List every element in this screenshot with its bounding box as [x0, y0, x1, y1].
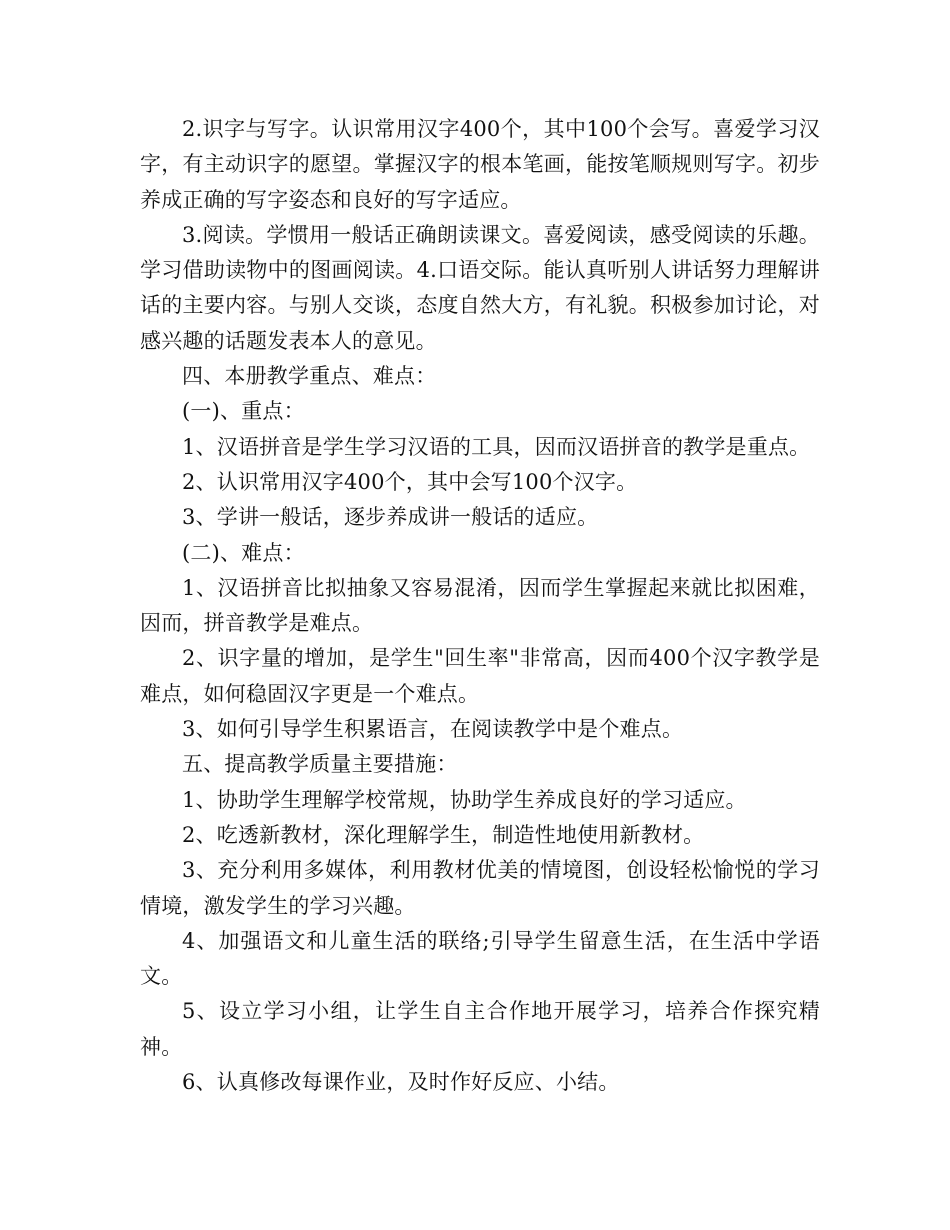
document-body: [140, 112, 820, 1100]
difficult-point-item: 3、如何引导学生积累语言，在阅读教学中是个难点。: [182, 717, 684, 742]
subheading-key-points: (一)、重点：: [182, 399, 305, 424]
measure-item: 3、充分利用多媒体，利用教材优美的情境图，创设轻松愉悦的学习情境，激发学生的学习兴趣。: [140, 858, 820, 918]
section-heading-quality-measures: 五、提高教学质量主要措施：: [182, 752, 458, 777]
measure-item: 1、协助学生理解学校常规，协助学生养成良好的学习适应。: [182, 787, 747, 812]
subheading-difficult-points: (二)、难点：: [182, 540, 305, 565]
difficult-point-item: 2、识字量的增加，是学生"回生率"非常高，因而400个汉字教学是难点，如何稳固汉字更是一个难点。: [140, 646, 820, 706]
measure-item: 5、设立学习小组，让学生自主合作地开展学习，培养合作探究精神。: [140, 999, 820, 1059]
paragraph-reading-speaking: 3.阅读。学惯用一般话正确朗读课文。喜爱阅读，感受阅读的乐趣。学习借助读物中的图画阅读。4.口语交际。能认真听别人讲话努力理解讲话的主要内容。与别人交谈，态度自然大方，有礼貌。积极参加讨论，对感兴趣的话题发表本人的意见。: [140, 222, 820, 353]
measure-item: 6、认真修改每课作业，及时作好反应、小结。: [182, 1070, 620, 1095]
paragraph-literacy-writing: 2.识字与写字。认识常用汉字400个，其中100个会写。喜爱学习汉字，有主动识字的愿望。掌握汉字的根本笔画，能按笔顺规则写字。初步养成正确的写字姿态和良好的写字适应。: [140, 117, 820, 212]
key-point-item: 3、学讲一般话，逐步养成讲一般话的适应。: [182, 505, 599, 530]
key-point-item: 2、认识常用汉字400个，其中会写100个汉字。: [182, 469, 638, 494]
difficult-point-item: 1、汉语拼音比拟抽象又容易混淆，因而学生掌握起来就比拟困难，因而，拼音教学是难点。: [140, 575, 820, 636]
section-heading-key-difficult-points: 四、本册教学重点、难点：: [182, 364, 437, 389]
measure-item: 4、加强语文和儿童生活的联络;引导学生留意生活，在生活中学语文。: [140, 928, 820, 989]
measure-item: 2、吃透新教材，深化理解学生，制造性地使用新教材。: [182, 822, 705, 847]
key-point-item: 1、汉语拼音是学生学习汉语的工具，因而汉语拼音的教学是重点。: [182, 434, 811, 459]
